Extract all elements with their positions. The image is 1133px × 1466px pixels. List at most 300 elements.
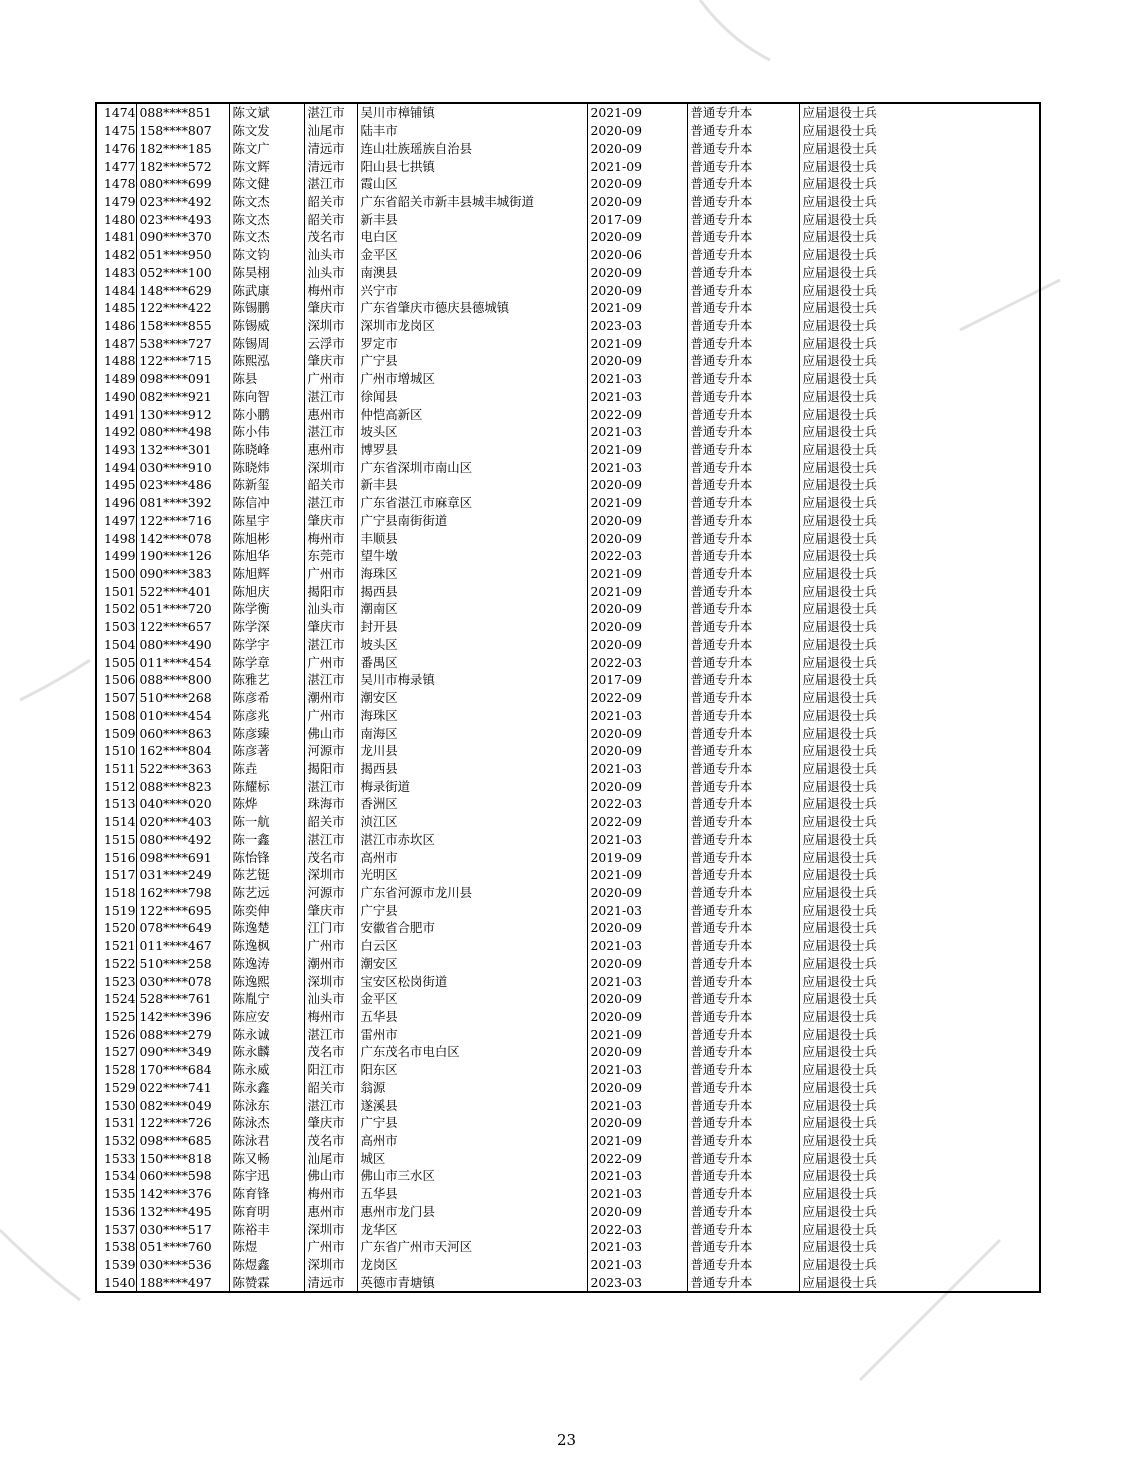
- cell-name: 陈赞霖: [229, 1273, 304, 1292]
- cell-city: 惠州市: [304, 1203, 357, 1221]
- cell-id: 098****691: [136, 848, 229, 866]
- cell-id: 148****629: [136, 281, 229, 299]
- cell-city: 湛江市: [304, 777, 357, 795]
- cell-city: 肇庆市: [304, 1114, 357, 1132]
- cell-id: 011****467: [136, 937, 229, 955]
- cell-date: 2021-03: [587, 706, 687, 724]
- cell-num: 1512: [96, 777, 136, 795]
- cell-id: 122****695: [136, 901, 229, 919]
- cell-date: 2020-09: [587, 512, 687, 530]
- cell-type: 普通专升本: [687, 830, 799, 848]
- cell-category: 应届退役士兵: [799, 653, 1040, 671]
- cell-num: 1492: [96, 423, 136, 441]
- cell-id: 088****800: [136, 671, 229, 689]
- cell-id: 030****078: [136, 972, 229, 990]
- cell-name: 陈彦兆: [229, 706, 304, 724]
- cell-id: 122****715: [136, 352, 229, 370]
- cell-city: 茂名市: [304, 848, 357, 866]
- cell-date: 2021-03: [587, 1096, 687, 1114]
- cell-category: 应届退役士兵: [799, 512, 1040, 530]
- cell-city: 深圳市: [304, 317, 357, 335]
- table-row: [96, 653, 1040, 671]
- cell-num: 1532: [96, 1132, 136, 1150]
- cell-name: 陈文杰: [229, 193, 304, 211]
- cell-type: 普通专升本: [687, 884, 799, 902]
- table-row: [96, 1167, 1040, 1185]
- cell-date: 2020-09: [587, 263, 687, 281]
- cell-num: 1537: [96, 1220, 136, 1238]
- cell-type: 普通专升本: [687, 866, 799, 884]
- cell-city: 湛江市: [304, 1025, 357, 1043]
- cell-category: 应届退役士兵: [799, 901, 1040, 919]
- table-row: [96, 405, 1040, 423]
- cell-num: 1484: [96, 281, 136, 299]
- table-row: [96, 813, 1040, 831]
- cell-name: 陈又畅: [229, 1149, 304, 1167]
- cell-type: 普通专升本: [687, 724, 799, 742]
- cell-city: 广州市: [304, 565, 357, 583]
- cell-city: 惠州市: [304, 441, 357, 459]
- cell-region: 博罗县: [357, 441, 587, 459]
- cell-id: 158****855: [136, 317, 229, 335]
- cell-type: 普通专升本: [687, 813, 799, 831]
- cell-num: 1488: [96, 352, 136, 370]
- table-row: [96, 1256, 1040, 1274]
- cell-date: 2020-09: [587, 281, 687, 299]
- cell-date: 2020-09: [587, 618, 687, 636]
- cell-id: 090****370: [136, 228, 229, 246]
- cell-type: 普通专升本: [687, 1025, 799, 1043]
- cell-type: 普通专升本: [687, 529, 799, 547]
- cell-category: 应届退役士兵: [799, 813, 1040, 831]
- roster-table: [95, 102, 1041, 1293]
- cell-num: 1485: [96, 299, 136, 317]
- cell-category: 应届退役士兵: [799, 848, 1040, 866]
- cell-id: 142****396: [136, 1008, 229, 1026]
- cell-date: 2017-09: [587, 671, 687, 689]
- cell-date: 2021-03: [587, 370, 687, 388]
- cell-name: 陈锡周: [229, 334, 304, 352]
- cell-id: 090****349: [136, 1043, 229, 1061]
- cell-category: 应届退役士兵: [799, 246, 1040, 264]
- cell-id: 023****493: [136, 210, 229, 228]
- cell-date: 2021-09: [587, 299, 687, 317]
- cell-id: 132****495: [136, 1203, 229, 1221]
- table-row: [96, 777, 1040, 795]
- cell-date: 2022-09: [587, 1149, 687, 1167]
- cell-type: 普通专升本: [687, 281, 799, 299]
- cell-region: 白云区: [357, 937, 587, 955]
- table-row: [96, 600, 1040, 618]
- cell-type: 普通专升本: [687, 689, 799, 707]
- cell-type: 普通专升本: [687, 334, 799, 352]
- cell-id: 031****249: [136, 866, 229, 884]
- cell-name: 陈文斌: [229, 103, 304, 122]
- cell-date: 2021-09: [587, 103, 687, 122]
- cell-num: 1498: [96, 529, 136, 547]
- cell-category: 应届退役士兵: [799, 1238, 1040, 1256]
- cell-category: 应届退役士兵: [799, 1256, 1040, 1274]
- cell-type: 普通专升本: [687, 565, 799, 583]
- cell-num: 1531: [96, 1114, 136, 1132]
- cell-date: 2021-09: [587, 582, 687, 600]
- cell-id: 060****598: [136, 1167, 229, 1185]
- table-row: [96, 706, 1040, 724]
- table-row: [96, 1220, 1040, 1238]
- cell-id: 088****279: [136, 1025, 229, 1043]
- table-row: [96, 175, 1040, 193]
- cell-date: 2021-03: [587, 972, 687, 990]
- cell-city: 深圳市: [304, 1220, 357, 1238]
- table-row: [96, 1203, 1040, 1221]
- cell-num: 1499: [96, 547, 136, 565]
- cell-type: 普通专升本: [687, 795, 799, 813]
- cell-id: 030****517: [136, 1220, 229, 1238]
- cell-id: 011****454: [136, 653, 229, 671]
- table-row: [96, 423, 1040, 441]
- cell-category: 应届退役士兵: [799, 1008, 1040, 1026]
- cell-region: 新丰县: [357, 476, 587, 494]
- cell-num: 1534: [96, 1167, 136, 1185]
- table-row: [96, 1185, 1040, 1203]
- cell-name: 陈逸涛: [229, 955, 304, 973]
- cell-name: 陈文广: [229, 139, 304, 157]
- cell-date: 2021-03: [587, 901, 687, 919]
- cell-date: 2020-09: [587, 476, 687, 494]
- cell-type: 普通专升本: [687, 494, 799, 512]
- cell-region: 浈江区: [357, 813, 587, 831]
- cell-date: 2022-09: [587, 405, 687, 423]
- cell-name: 陈垚: [229, 760, 304, 778]
- cell-region: 徐闻县: [357, 388, 587, 406]
- table-row: [96, 476, 1040, 494]
- cell-date: 2020-09: [587, 529, 687, 547]
- cell-city: 湛江市: [304, 830, 357, 848]
- cell-category: 应届退役士兵: [799, 210, 1040, 228]
- table-row: [96, 334, 1040, 352]
- cell-type: 普通专升本: [687, 263, 799, 281]
- cell-name: 陈耀标: [229, 777, 304, 795]
- cell-category: 应届退役士兵: [799, 317, 1040, 335]
- cell-category: 应届退役士兵: [799, 689, 1040, 707]
- cell-name: 陈育明: [229, 1203, 304, 1221]
- cell-date: 2022-09: [587, 813, 687, 831]
- table-row: [96, 352, 1040, 370]
- cell-city: 湛江市: [304, 1096, 357, 1114]
- cell-category: 应届退役士兵: [799, 565, 1040, 583]
- cell-num: 1478: [96, 175, 136, 193]
- cell-id: 090****383: [136, 565, 229, 583]
- cell-num: 1528: [96, 1061, 136, 1079]
- cell-category: 应届退役士兵: [799, 157, 1040, 175]
- table-row: [96, 866, 1040, 884]
- cell-category: 应届退役士兵: [799, 724, 1040, 742]
- cell-name: 陈学衡: [229, 600, 304, 618]
- cell-category: 应届退役士兵: [799, 636, 1040, 654]
- cell-city: 广州市: [304, 653, 357, 671]
- cell-city: 清远市: [304, 157, 357, 175]
- cell-city: 潮州市: [304, 689, 357, 707]
- cell-category: 应届退役士兵: [799, 1220, 1040, 1238]
- cell-type: 普通专升本: [687, 582, 799, 600]
- cell-city: 汕头市: [304, 990, 357, 1008]
- table-row: [96, 494, 1040, 512]
- cell-city: 广州市: [304, 937, 357, 955]
- cell-category: 应届退役士兵: [799, 1061, 1040, 1079]
- cell-category: 应届退役士兵: [799, 193, 1040, 211]
- cell-name: 陈宇迅: [229, 1167, 304, 1185]
- cell-num: 1483: [96, 263, 136, 281]
- cell-category: 应届退役士兵: [799, 671, 1040, 689]
- cell-region: 惠州市龙门县: [357, 1203, 587, 1221]
- cell-date: 2021-09: [587, 1025, 687, 1043]
- cell-name: 陈晓峰: [229, 441, 304, 459]
- cell-id: 080****490: [136, 636, 229, 654]
- cell-num: 1503: [96, 618, 136, 636]
- cell-date: 2020-09: [587, 193, 687, 211]
- cell-category: 应届退役士兵: [799, 423, 1040, 441]
- cell-date: 2020-06: [587, 246, 687, 264]
- cell-category: 应届退役士兵: [799, 866, 1040, 884]
- table-row: [96, 122, 1040, 140]
- cell-name: 陈晓炜: [229, 458, 304, 476]
- cell-region: 坡头区: [357, 636, 587, 654]
- cell-city: 汕尾市: [304, 1149, 357, 1167]
- cell-region: 金平区: [357, 990, 587, 1008]
- cell-num: 1523: [96, 972, 136, 990]
- cell-name: 陈胤宁: [229, 990, 304, 1008]
- cell-city: 广州市: [304, 1238, 357, 1256]
- cell-type: 普通专升本: [687, 1220, 799, 1238]
- cell-name: 陈应安: [229, 1008, 304, 1026]
- cell-id: 130****912: [136, 405, 229, 423]
- cell-name: 陈旭彬: [229, 529, 304, 547]
- cell-name: 陈学深: [229, 618, 304, 636]
- cell-num: 1477: [96, 157, 136, 175]
- cell-name: 陈学宇: [229, 636, 304, 654]
- cell-city: 惠州市: [304, 405, 357, 423]
- cell-type: 普通专升本: [687, 547, 799, 565]
- cell-region: 香洲区: [357, 795, 587, 813]
- cell-num: 1526: [96, 1025, 136, 1043]
- cell-type: 普通专升本: [687, 955, 799, 973]
- cell-type: 普通专升本: [687, 618, 799, 636]
- cell-category: 应届退役士兵: [799, 388, 1040, 406]
- cell-type: 普通专升本: [687, 388, 799, 406]
- cell-city: 佛山市: [304, 1167, 357, 1185]
- cell-category: 应届退役士兵: [799, 299, 1040, 317]
- cell-name: 陈逸楚: [229, 919, 304, 937]
- cell-category: 应届退役士兵: [799, 441, 1040, 459]
- cell-name: 陈永麟: [229, 1043, 304, 1061]
- cell-num: 1535: [96, 1185, 136, 1203]
- cell-category: 应届退役士兵: [799, 1025, 1040, 1043]
- cell-type: 普通专升本: [687, 1167, 799, 1185]
- cell-num: 1519: [96, 901, 136, 919]
- cell-num: 1504: [96, 636, 136, 654]
- cell-id: 080****699: [136, 175, 229, 193]
- cell-id: 030****536: [136, 1256, 229, 1274]
- cell-date: 2020-09: [587, 724, 687, 742]
- cell-category: 应届退役士兵: [799, 352, 1040, 370]
- cell-region: 潮南区: [357, 600, 587, 618]
- cell-num: 1529: [96, 1079, 136, 1097]
- cell-id: 052****100: [136, 263, 229, 281]
- cell-id: 170****684: [136, 1061, 229, 1079]
- cell-num: 1511: [96, 760, 136, 778]
- cell-num: 1539: [96, 1256, 136, 1274]
- cell-name: 陈小鹏: [229, 405, 304, 423]
- table-row: [96, 848, 1040, 866]
- cell-date: 2020-09: [587, 955, 687, 973]
- cell-name: 陈文杰: [229, 210, 304, 228]
- cell-num: 1530: [96, 1096, 136, 1114]
- cell-date: 2021-03: [587, 1185, 687, 1203]
- cell-city: 深圳市: [304, 866, 357, 884]
- cell-region: 阳东区: [357, 1061, 587, 1079]
- cell-date: 2021-09: [587, 494, 687, 512]
- cell-region: 金平区: [357, 246, 587, 264]
- cell-num: 1518: [96, 884, 136, 902]
- cell-region: 翁源: [357, 1079, 587, 1097]
- cell-category: 应届退役士兵: [799, 476, 1040, 494]
- cell-category: 应届退役士兵: [799, 618, 1040, 636]
- cell-num: 1514: [96, 813, 136, 831]
- cell-type: 普通专升本: [687, 1043, 799, 1061]
- cell-type: 普通专升本: [687, 122, 799, 140]
- cell-type: 普通专升本: [687, 901, 799, 919]
- table-row: [96, 618, 1040, 636]
- table-row: [96, 1132, 1040, 1150]
- cell-city: 梅州市: [304, 529, 357, 547]
- cell-name: 陈怡锋: [229, 848, 304, 866]
- cell-id: 023****492: [136, 193, 229, 211]
- cell-category: 应届退役士兵: [799, 600, 1040, 618]
- table-row: [96, 1025, 1040, 1043]
- cell-id: 082****049: [136, 1096, 229, 1114]
- cell-name: 陈雅艺: [229, 671, 304, 689]
- cell-type: 普通专升本: [687, 317, 799, 335]
- cell-city: 清远市: [304, 1273, 357, 1292]
- cell-id: 190****126: [136, 547, 229, 565]
- cell-category: 应届退役士兵: [799, 919, 1040, 937]
- table-row: [96, 547, 1040, 565]
- table-row: [96, 458, 1040, 476]
- cell-city: 梅州市: [304, 1008, 357, 1026]
- cell-name: 陈星宇: [229, 512, 304, 530]
- cell-city: 潮州市: [304, 955, 357, 973]
- cell-name: 陈奕伸: [229, 901, 304, 919]
- cell-type: 普通专升本: [687, 706, 799, 724]
- cell-type: 普通专升本: [687, 1203, 799, 1221]
- cell-city: 揭阳市: [304, 582, 357, 600]
- table-row: [96, 919, 1040, 937]
- cell-id: 122****422: [136, 299, 229, 317]
- cell-date: 2022-03: [587, 795, 687, 813]
- cell-category: 应届退役士兵: [799, 972, 1040, 990]
- cell-id: 158****807: [136, 122, 229, 140]
- cell-type: 普通专升本: [687, 210, 799, 228]
- cell-type: 普通专升本: [687, 1008, 799, 1026]
- cell-region: 霞山区: [357, 175, 587, 193]
- cell-id: 030****910: [136, 458, 229, 476]
- cell-city: 河源市: [304, 884, 357, 902]
- cell-region: 揭西县: [357, 582, 587, 600]
- cell-id: 162****798: [136, 884, 229, 902]
- cell-num: 1482: [96, 246, 136, 264]
- cell-city: 韶关市: [304, 1079, 357, 1097]
- cell-region: 广宁县南街街道: [357, 512, 587, 530]
- cell-num: 1487: [96, 334, 136, 352]
- cell-date: 2021-03: [587, 458, 687, 476]
- cell-city: 东莞市: [304, 547, 357, 565]
- cell-type: 普通专升本: [687, 1185, 799, 1203]
- cell-num: 1497: [96, 512, 136, 530]
- cell-num: 1501: [96, 582, 136, 600]
- cell-date: 2023-03: [587, 1273, 687, 1292]
- table-row: [96, 228, 1040, 246]
- cell-region: 城区: [357, 1149, 587, 1167]
- cell-category: 应届退役士兵: [799, 777, 1040, 795]
- cell-city: 广州市: [304, 706, 357, 724]
- table-row: [96, 1273, 1040, 1292]
- cell-city: 深圳市: [304, 972, 357, 990]
- cell-category: 应届退役士兵: [799, 370, 1040, 388]
- cell-num: 1489: [96, 370, 136, 388]
- cell-category: 应届退役士兵: [799, 529, 1040, 547]
- cell-region: 雷州市: [357, 1025, 587, 1043]
- cell-region: 广宁县: [357, 352, 587, 370]
- cell-date: 2021-03: [587, 1167, 687, 1185]
- cell-name: 陈旭华: [229, 547, 304, 565]
- table-row: [96, 901, 1040, 919]
- cell-date: 2020-09: [587, 352, 687, 370]
- cell-name: 陈学章: [229, 653, 304, 671]
- cell-city: 韶关市: [304, 476, 357, 494]
- cell-category: 应届退役士兵: [799, 281, 1040, 299]
- cell-date: 2021-03: [587, 423, 687, 441]
- cell-date: 2021-09: [587, 157, 687, 175]
- cell-city: 揭阳市: [304, 760, 357, 778]
- cell-type: 普通专升本: [687, 423, 799, 441]
- cell-category: 应届退役士兵: [799, 990, 1040, 1008]
- cell-category: 应届退役士兵: [799, 955, 1040, 973]
- cell-region: 五华县: [357, 1185, 587, 1203]
- cell-city: 清远市: [304, 139, 357, 157]
- cell-name: 陈旭庆: [229, 582, 304, 600]
- cell-category: 应届退役士兵: [799, 1203, 1040, 1221]
- cell-id: 081****392: [136, 494, 229, 512]
- cell-num: 1493: [96, 441, 136, 459]
- cell-region: 南澳县: [357, 263, 587, 281]
- cell-category: 应届退役士兵: [799, 1079, 1040, 1097]
- cell-type: 普通专升本: [687, 972, 799, 990]
- cell-category: 应届退役士兵: [799, 228, 1040, 246]
- cell-id: 022****741: [136, 1079, 229, 1097]
- cell-id: 020****403: [136, 813, 229, 831]
- cell-id: 522****363: [136, 760, 229, 778]
- cell-id: 162****804: [136, 742, 229, 760]
- cell-id: 051****720: [136, 600, 229, 618]
- cell-id: 051****950: [136, 246, 229, 264]
- cell-region: 龙川县: [357, 742, 587, 760]
- cell-name: 陈县: [229, 370, 304, 388]
- cell-type: 普通专升本: [687, 512, 799, 530]
- table-row: [96, 1238, 1040, 1256]
- cell-category: 应届退役士兵: [799, 458, 1040, 476]
- cell-type: 普通专升本: [687, 653, 799, 671]
- cell-city: 汕头市: [304, 600, 357, 618]
